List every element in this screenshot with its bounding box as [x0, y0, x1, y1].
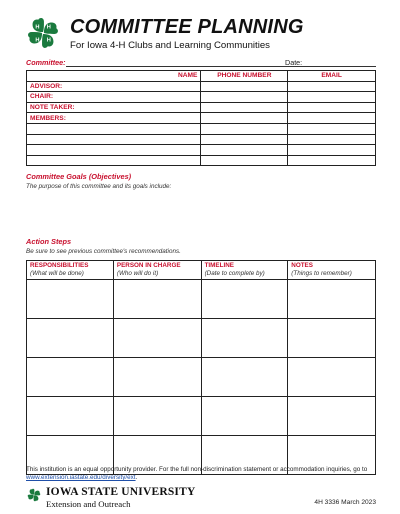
date-label: Date: — [285, 58, 303, 67]
diversity-link[interactable]: www.extension.iastate.edu/diversity/ext — [26, 474, 136, 481]
extension-unit: Extension and Outreach — [46, 499, 131, 509]
roster-email-cell[interactable] — [288, 123, 376, 134]
roster-row — [27, 123, 376, 134]
four-leaf-clover-icon — [24, 14, 62, 52]
column-title: PERSON IN CHARGE — [116, 262, 181, 269]
action-cell[interactable] — [27, 280, 114, 319]
page-subtitle: For Iowa 4-H Clubs and Learning Communities — [70, 40, 270, 51]
roster-name-cell[interactable] — [27, 134, 201, 145]
roster-header-row — [27, 71, 376, 82]
roster-phone-cell[interactable] — [201, 123, 288, 134]
phone-header: PHONE NUMBER — [201, 71, 288, 82]
column-subtitle: (Who will do it) — [116, 269, 159, 277]
column-subtitle: (Things to remember) — [291, 269, 352, 277]
column-subtitle: (Date to complete by) — [204, 269, 265, 277]
timeline-header — [201, 261, 288, 280]
roster-name-cell[interactable]: MEMBERS: — [27, 113, 201, 124]
action-steps-note: Be sure to see previous committee's recommendations. — [26, 248, 181, 255]
page-title: COMMITTEE PLANNING — [70, 16, 304, 38]
action-cell[interactable] — [113, 358, 201, 397]
roster-name-cell[interactable] — [27, 123, 201, 134]
goals-note: The purpose of this committee and its goals include: — [26, 183, 172, 190]
statement-text: This institution is an equal opportunity provider. For the full non-discrimination statement or accommodation inquiries, go to — [26, 466, 368, 473]
svg-text:H: H — [46, 24, 51, 31]
responsibilities-header — [27, 261, 114, 280]
publication-number: 4H 3336 March 2023 — [314, 499, 376, 506]
roster-email-cell[interactable] — [288, 155, 376, 166]
action-row — [27, 358, 376, 397]
action-cell[interactable] — [288, 319, 376, 358]
roster-name-cell[interactable]: ADVISOR: — [27, 81, 201, 92]
svg-text:H: H — [35, 24, 40, 31]
roster-row — [27, 145, 376, 156]
roster-row — [27, 81, 376, 92]
action-row — [27, 397, 376, 436]
action-cell[interactable] — [288, 280, 376, 319]
roster-email-cell[interactable] — [288, 134, 376, 145]
roster-phone-cell[interactable] — [201, 134, 288, 145]
roster-phone-cell[interactable] — [201, 113, 288, 124]
column-subtitle: (What will be done) — [30, 269, 84, 277]
person-in-charge-header — [113, 261, 201, 280]
action-steps-title: Action Steps — [26, 237, 72, 246]
action-cell[interactable] — [288, 397, 376, 436]
action-cell[interactable] — [288, 358, 376, 397]
roster-row — [27, 134, 376, 145]
svg-text:H: H — [35, 37, 40, 44]
action-cell[interactable] — [113, 280, 201, 319]
column-title: NOTES — [291, 262, 313, 269]
action-cell[interactable] — [27, 358, 114, 397]
action-cell[interactable] — [113, 397, 201, 436]
nondiscrimination-statement — [26, 466, 376, 482]
name-header: NAME — [27, 71, 201, 82]
roster-email-cell[interactable] — [288, 145, 376, 156]
roster-row — [27, 113, 376, 124]
goals-title: Committee Goals (Objectives) — [26, 172, 132, 181]
university-name: IOWA STATE UNIVERSITY — [46, 486, 196, 498]
action-cell[interactable] — [27, 319, 114, 358]
roster-name-cell[interactable] — [27, 155, 201, 166]
action-cell[interactable] — [201, 319, 288, 358]
committee-label: Committee: — [26, 58, 66, 67]
roster-phone-cell[interactable] — [201, 92, 288, 103]
action-cell[interactable] — [201, 280, 288, 319]
committee-row — [26, 58, 376, 70]
action-cell[interactable] — [113, 319, 201, 358]
column-title: RESPONSIBILITIES — [30, 262, 89, 269]
roster-name-cell[interactable]: NOTE TAKER: — [27, 102, 201, 113]
committee-field[interactable] — [66, 66, 306, 67]
date-field[interactable] — [306, 66, 376, 67]
roster-email-cell[interactable] — [288, 113, 376, 124]
action-header-row — [27, 261, 376, 280]
action-cell[interactable] — [27, 397, 114, 436]
roster-name-cell[interactable]: CHAIR: — [27, 92, 201, 103]
action-steps-table — [26, 260, 376, 475]
svg-text:H: H — [46, 37, 51, 44]
roster-row — [27, 92, 376, 103]
roster-table — [26, 70, 376, 166]
notes-header — [288, 261, 376, 280]
roster-email-cell[interactable] — [288, 81, 376, 92]
action-row — [27, 319, 376, 358]
roster-email-cell[interactable] — [288, 92, 376, 103]
roster-row — [27, 102, 376, 113]
action-cell[interactable] — [201, 358, 288, 397]
roster-email-cell[interactable] — [288, 102, 376, 113]
roster-name-cell[interactable] — [27, 145, 201, 156]
four-leaf-clover-icon — [26, 487, 42, 503]
roster-phone-cell[interactable] — [201, 155, 288, 166]
email-header: EMAIL — [288, 71, 376, 82]
roster-row — [27, 155, 376, 166]
roster-phone-cell[interactable] — [201, 145, 288, 156]
action-cell[interactable] — [201, 397, 288, 436]
column-title: TIMELINE — [204, 262, 234, 269]
link-suffix: . — [135, 474, 138, 481]
roster-phone-cell[interactable] — [201, 102, 288, 113]
roster-phone-cell[interactable] — [201, 81, 288, 92]
action-row — [27, 280, 376, 319]
